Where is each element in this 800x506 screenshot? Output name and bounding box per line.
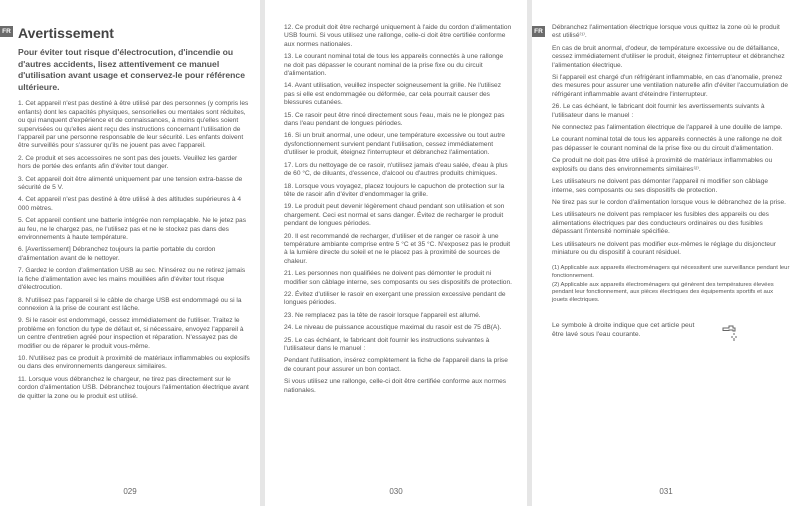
warning-item: 14. Avant utilisation, veuillez inspecter soigneusement la grille. Ne l'utilisez pas si elle est endommagée ou déformée, car cela pourrait causer des blessures cutanées.: [284, 82, 502, 107]
warning-item: 9. Si le rasoir est endommagé, cessez immédiatement de l'utiliser. Traitez le problème en fonction du type de défaut et, si nécessaire, envoyez l'appareil à un centre d'entretien agréé pour inspection et réparation. N'essayez pas de modifier ou de réparer le produit vous-même.: [18, 317, 244, 350]
warning-item: 7. Gardez le cordon d'alimentation USB au sec. N'insérez ou ne retirez jamais la fiche d'alimentation avec les mains mouillées afin d'éviter tout risque d'électrocution.: [18, 267, 246, 292]
footnote: (2) Applicable aux appareils électroménagers qui génèrent des températures élevées pendant leur fonctionnement, aux pièces électriques des équipements sportifs et aux jouets électriques.: [552, 281, 774, 303]
warning-item: 15. Ce rasoir peut être rincé directement sous l'eau, mais ne le plongez pas dans l'eau pendant de longues périodes.: [284, 111, 505, 128]
page-number: 030: [389, 487, 403, 496]
warning-item: 12. Ce produit doit être rechargé uniquement à l'aide du cordon d'alimentation USB fourni. Si vous utilisez une rallonge, celle-ci doit être certifiée conforme aux normes nationales.: [284, 24, 512, 48]
warning-list: [552, 24, 790, 257]
warning-item: Ne tirez pas sur le cordon d'alimentation lorsque vous le débranchez de la prise.: [552, 198, 787, 206]
language-tag: FR: [0, 26, 13, 37]
manual-page-030: [265, 0, 527, 506]
washable-symbol-note: [552, 322, 790, 342]
language-tag: FR: [532, 26, 545, 37]
warning-item: Pendant l'utilisation, insérez complètement la fiche de l'appareil dans la prise de courant pour assurer un bon contact.: [284, 357, 508, 373]
warning-item: Les utilisateurs ne doivent pas démonter l'appareil ni modifier son câblage interne, ses composants ou ses dispositifs de protection.: [552, 178, 769, 194]
warning-item: Si vous utilisez une rallonge, celle-ci doit être certifiée conforme aux normes nationales.: [284, 378, 507, 394]
warning-item: 3. Cet appareil doit être alimenté uniquement par une tension extra-basse de sécurité de 5 V.: [18, 175, 243, 192]
warning-item: Si l'appareil est chargé d'un réfrigérant inflammable, en cas d'anomalie, prenez des mesures pour assurer une ventilation naturelle afin d'éviter l'accumulation de réfrigérant inflammable avant d'éteindre l'interrupteur.: [552, 74, 788, 98]
warning-item: 4. Cet appareil n'est pas destiné à être utilisé à des altitudes supérieures à 4 000 mètres.: [18, 196, 242, 212]
intro-paragraph: Pour éviter tout risque d'électrocution, d'incendie ou d'autres accidents, lisez attentivement ce manuel d'utilisation avant usage et conservez-le pour référence ultérieure.: [18, 47, 245, 92]
warning-item: 5. Cet appareil contient une batterie intégrée non remplaçable. Ne le jetez pas au feu, ne le chargez pas, ne l'utilisez pas et ne le stockez pas dans des environnements à haute température.: [18, 217, 246, 242]
manual-page-031: [532, 0, 800, 506]
warning-item: Débranchez l'alimentation électrique lorsque vous quittez la zone où le produit est utilisé⁽¹⁾.: [552, 24, 780, 40]
warning-item: 23. Ne remplacez pas la tête de rasoir lorsque l'appareil est allumé.: [284, 311, 481, 319]
warning-item: 8. N'utilisez pas l'appareil si le câble de charge USB est endommagé ou si la connexion à la prise de courant est lâche.: [18, 296, 242, 312]
warning-item: 25. Le cas échéant, le fabricant doit fournir les instructions suivantes à l'utilisateur dans le manuel :: [284, 336, 490, 352]
page-content: [552, 24, 790, 342]
warning-item: 19. Le produit peut devenir légèrement chaud pendant son utilisation et son chargement. Ceci est normal et sans danger. Évitez de recharger le produit pendant de longues périodes.: [284, 203, 505, 228]
page-number: 031: [659, 487, 673, 496]
page-content: [284, 24, 512, 399]
warning-item: Le courant nominal total de tous les appareils connectés à une rallonge ne doit pas dépasser le courant nominal de la prise fixe ou du circuit d'alimentation.: [552, 136, 782, 152]
warning-item: 22. Évitez d'utiliser le rasoir en exerçant une pression excessive pendant de longues périodes.: [284, 290, 506, 307]
warning-item: 20. Il est recommandé de recharger, d'utiliser et de ranger ce rasoir à une température ambiante comprise entre 5 °C et 35 °C. N'exposez pas le produit à la lumière directe du soleil et ne le placez pas à proximité de sources de chaleur.: [284, 232, 511, 265]
warning-item: 26. Le cas échéant, le fabricant doit fournir les avertissements suivants à l'utilisateur dans le manuel :: [552, 103, 765, 119]
warning-item: 2. Ce produit et ses accessoires ne sont pas des jouets. Veuillez les garder hors de portée des enfants afin d'éviter tout danger.: [18, 154, 238, 171]
warning-item: 16. Si un bruit anormal, une odeur, une température excessive ou tout autre dysfonctionnement survient pendant l'utilisation, cessez immédiatement d'utiliser le produit, éteignez l'interrupteur et débranchez l'alimentation.: [284, 132, 506, 157]
warning-item: 11. Lorsque vous débranchez le chargeur, ne tirez pas directement sur le cordon d'alimentation USB. Débranchez toujours l'alimentation électrique avant de quitter la zone ou le produit est utilisé.: [18, 375, 249, 400]
warning-item: En cas de bruit anormal, d'odeur, de température excessive ou de défaillance, cessez immédiatement d'utiliser le produit, éteignez l'interrupteur et débranchez l'alimentation électrique.: [552, 44, 785, 69]
warning-item: 1. Cet appareil n'est pas destiné à être utilisé par des personnes (y compris les enfants) dont les capacités physiques, sensorielles ou mentales sont réduites, ou qui manquent d'expérience et de connaissances, à moins qu'elles soient supervisées ou qu'elles aient reçu des instructions concernant l'utilisation de l'appareil par une personne responsable de leur sécurité. Les enfants doivent être surveillés pour s'assurer qu'ils ne jouent pas avec l'appareil.: [18, 100, 249, 150]
warning-item: 24. Le niveau de puissance acoustique maximal du rasoir est de 75 dB(A).: [284, 324, 502, 332]
warning-item: 17. Lors du nettoyage de ce rasoir, n'utilisez jamais d'eau salée, d'eau à plus de 60 °C, de diluants, d'essence, d'alcool ou d'autres produits chimiques.: [284, 161, 508, 178]
page-number: 029: [123, 487, 137, 496]
warning-list: [284, 24, 512, 395]
warning-item: 13. Le courant nominal total de tous les appareils connectés à une rallonge ne doit pas dépasser le courant nominal de la prise fixe ou du circuit d'alimentation.: [284, 53, 504, 78]
page-content: [18, 25, 250, 405]
warning-item: Ne connectez pas l'alimentation électrique de l'appareil à une douille de lampe.: [552, 124, 783, 132]
washable-note-text: Le symbole à droite indique que cet article peut être lavé sous l'eau courante.: [552, 322, 695, 339]
warning-item: 21. Les personnes non qualifiées ne doivent pas démonter le produit ni modifier son câblage interne, ses composants ou ses dispositifs de protection.: [284, 270, 512, 286]
footnotes: [552, 265, 790, 304]
footnote: (1) Applicable aux appareils électroménagers qui nécessitent une surveillance pendant leur fonctionnement.: [552, 265, 790, 279]
warning-item: Les utilisateurs ne doivent pas modifier eux-mêmes le réglage du disjoncteur miniature ou du dispositif à courant résiduel.: [552, 240, 776, 256]
page-title: Avertissement: [18, 25, 114, 41]
running-water-wash-icon: [720, 322, 740, 342]
warning-item: Les utilisateurs ne doivent pas remplacer les fusibles des appareils ou des alimentations électriques par des conducteurs ordinaires ou des fusibles dépassant l'intensité nominale spécifiée.: [552, 211, 769, 236]
warning-item: 18. Lorsque vous voyagez, placez toujours le capuchon de protection sur la tête de rasoir afin d'éviter d'endommager la grille.: [284, 182, 505, 198]
manual-page-029: [0, 0, 260, 506]
warning-list: [18, 100, 250, 401]
warning-item: 10. N'utilisez pas ce produit à proximité de matériaux inflammables ou explosifs ou dans des environnements dangereux similaires.: [18, 354, 250, 371]
warning-item: Ce produit ne doit pas être utilisé à proximité de matériaux inflammables ou explosifs ou dans des environnements similaires⁽²⁾.: [552, 157, 773, 173]
warning-item: 6. [Avertissement] Débranchez toujours la partie portable du cordon d'alimentation avant de le nettoyer.: [18, 246, 216, 262]
